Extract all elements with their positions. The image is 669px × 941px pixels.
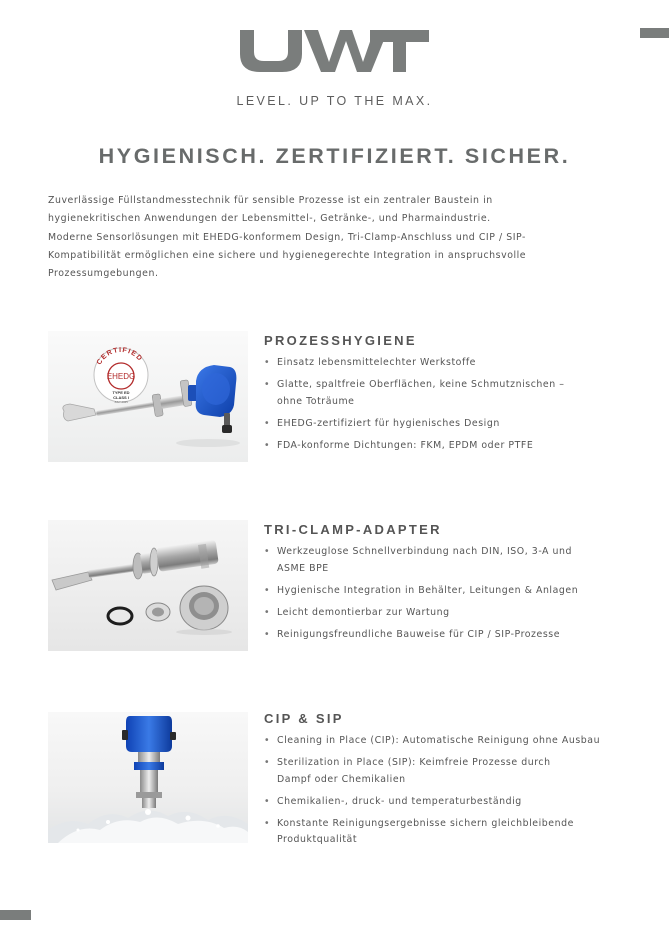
list-item: • EHEDG-zertifiziert für hygienisches Design xyxy=(264,416,639,433)
intro-paragraph xyxy=(48,192,623,283)
section-title: CIP & SIP xyxy=(264,711,344,726)
badge-arc-text: CERTIFIED xyxy=(95,346,144,367)
section-cip-sip xyxy=(48,709,648,844)
list-item: • Chemikalien-, druck- und temperaturbeständig xyxy=(264,794,639,811)
list-item: • Hygienische Integration in Behälter, Leitungen & Anlagen xyxy=(264,583,639,600)
section-prozesshygiene xyxy=(48,331,648,466)
intro-line: Zuverlässige Füllstandmesstechnik für sensible Prozesse ist ein zentraler Baustein in xyxy=(48,195,493,206)
list-item: • Sterilization in Place (SIP): Keimfreie Prozesse durch Dampf oder Chemikalien xyxy=(264,755,639,788)
section-tri-clamp-adapter xyxy=(48,520,648,655)
bullet-list xyxy=(264,355,639,460)
bullet-list xyxy=(264,544,639,649)
intro-line: Moderne Sensorlösungen mit EHEDG-konformem Design, Tri-Clamp-Anschluss und CIP / SIP- xyxy=(48,231,526,243)
bullet-list xyxy=(264,733,639,854)
badge-center-text: EHEDG xyxy=(106,372,136,381)
intro-line: Kompatibilität ermöglichen eine sichere und hygienegerechte Integration in anspruchsvolle xyxy=(48,249,527,261)
photo-tri-clamp-adapter xyxy=(48,520,248,651)
uwt-logo xyxy=(238,28,430,74)
intro-line: Prozessumgebungen. xyxy=(48,268,159,280)
tagline: LEVEL. UP TO THE MAX. xyxy=(236,94,433,108)
list-item: • Cleaning in Place (CIP): Automatische Reinigung ohne Ausbau xyxy=(264,733,639,750)
section-title: PROZESSHYGIENE xyxy=(264,333,417,348)
intro-line: hygienekritischen Anwendungen der Lebensmittel-, Getränke-, und Pharmaindustrie. xyxy=(48,213,491,225)
badge-type-line2: CLASS I xyxy=(113,395,129,400)
photo-cip-sip-sensor xyxy=(48,712,248,843)
photo-sensor-ehedg xyxy=(48,331,248,462)
list-item: • Einsatz lebensmittelechter Werkstoffe xyxy=(264,355,639,372)
corner-accent-top-right xyxy=(640,28,669,38)
badge-type-line1: TYPE ED xyxy=(112,390,130,395)
gasket-ring-icon xyxy=(146,603,170,621)
list-item: • Leicht demontierbar zur Wartung xyxy=(264,605,639,622)
list-item: • FDA-konforme Dichtungen: FKM, EPDM oder PTFE xyxy=(264,438,639,455)
list-item: • Glatte, spaltfreie Oberflächen, keine Schmutznischen – ohne Toträume xyxy=(264,377,639,410)
list-item: • Reinigungsfreundliche Bauweise für CIP / SIP-Prozesse xyxy=(264,627,639,644)
list-item: • Konstante Reinigungsergebnisse sichern gleichbleibende Produktqualität xyxy=(264,816,639,849)
section-title: TRI-CLAMP-ADAPTER xyxy=(264,522,442,537)
corner-accent-bottom-left xyxy=(0,910,31,920)
badge-date: JULY 2025 xyxy=(114,400,128,404)
list-item: • Werkzeuglose Schnellverbindung nach DIN, ISO, 3-A und ASME BPE xyxy=(264,544,639,577)
page-headline: HYGIENISCH. ZERTIFIZIERT. SICHER. xyxy=(98,144,571,168)
